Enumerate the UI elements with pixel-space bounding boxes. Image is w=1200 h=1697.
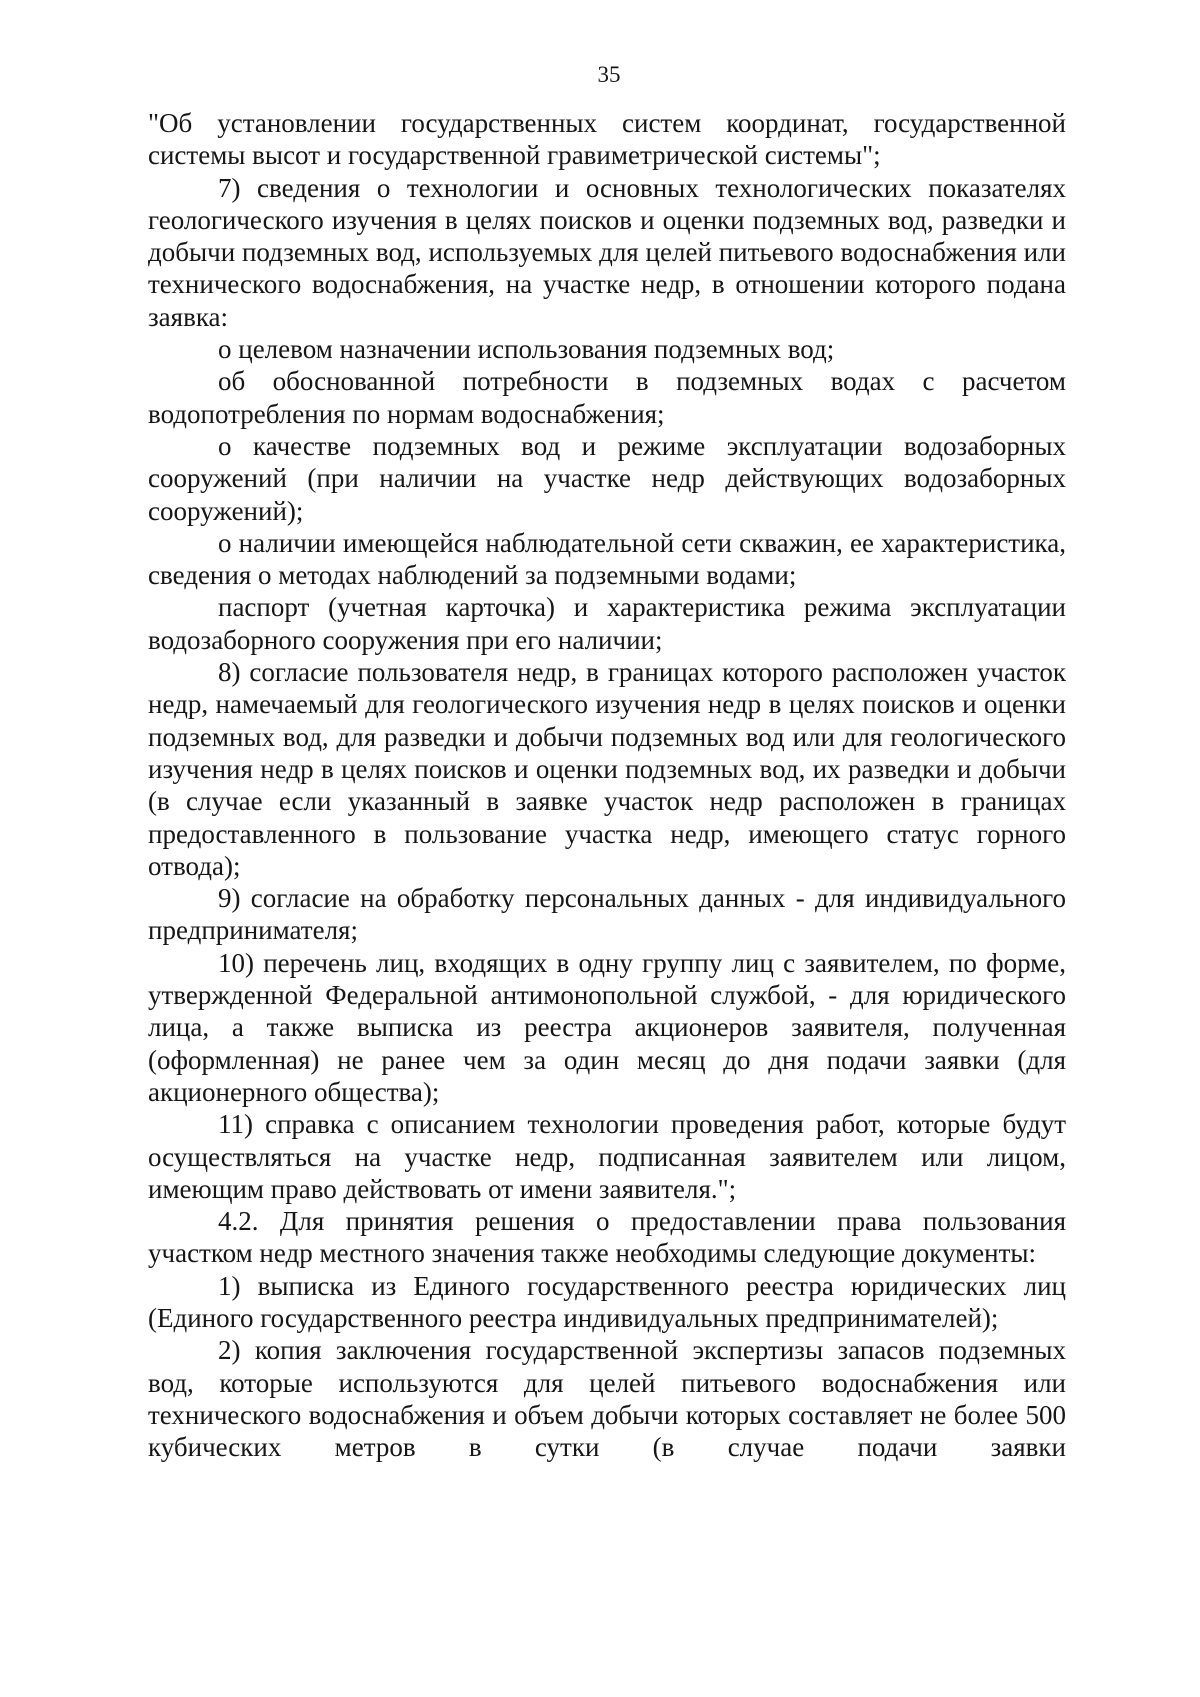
paragraph-subitem-passport: паспорт (учетная карточка) и характеристика режима эксплуатации водозаборного сооружения при его наличии; [148, 592, 1066, 655]
paragraph-subitem-demand: об обоснованной потребности в подземных водах с расчетом водопотребления по нормам водоснабжения; [148, 366, 1066, 429]
paragraph-subitem-monitoring: о наличии имеющейся наблюдательной сети скважин, ее характеристика, сведения о методах наблюдений за подземными водами; [148, 527, 1066, 591]
paragraph-decree-title: "Об установлении государственных систем координат, государственной системы высот и государственной гравиметрической системы"; [148, 108, 1066, 171]
paragraph-4-2-item-1: 1) выписка из Единого государственного реестра юридических лиц (Единого государственного реестра индивидуальных предпринимателей); [148, 1270, 1066, 1333]
document-body [148, 107, 1066, 1463]
paragraph-subitem-quality: о качестве подземных вод и режиме эксплуатации водозаборных сооружений (при наличии на участке недр действующих водозаборных сооружений); [148, 430, 1066, 526]
paragraph-section-4-2: 4.2. Для принятия решения о предоставлении права пользования участком недр местного значения также необходимы следующие документы: [148, 1206, 1066, 1269]
paragraph-item-8: 8) согласие пользователя недр, в границах которого расположен участок недр, намечаемый для геологического изучения недр в целях поисков и оценки подземных вод, для разведки и добычи подземных вод или для геологического изучения недр в целях поисков и оценки подземных вод, их разведки и добычи (в случае если указанный в заявке участок недр расположен в границах предоставленного в пользование участка недр, имеющего статус горного отвода); [148, 657, 1066, 881]
paragraph-item-7: 7) сведения о технологии и основных технологических показателях геологического изучения в целях поисков и оценки подземных вод, разведки и добычи подземных вод, используемых для целей питьевого водоснабжения или технического водоснабжения, на участке недр, в отношении которого подана заявка: [148, 172, 1066, 332]
paragraph-item-10: 10) перечень лиц, входящих в одну группу лиц с заявителем, по форме, утвержденной Федеральной антимонопольной службой, - для юридического лица, а также выписка из реестра акционеров заявителя, полученная (оформленная) не ранее чем за один месяц до дня подачи заявки (для акционерного общества); [148, 947, 1066, 1107]
paragraph-4-2-item-2: 2) копия заключения государственной экспертизы запасов подземных вод, которые используются для целей питьевого водоснабжения или технического водоснабжения и объем добычи которых составляет не более 500 кубических метров в сутки (в случае подачи заявки [148, 1335, 1066, 1463]
paragraph-item-9: 9) согласие на обработку персональных данных - для индивидуального предпринимателя; [148, 883, 1066, 946]
paragraph-item-11: 11) справка с описанием технологии проведения работ, которые будут осуществляться на участке недр, подписанная заявителем или лицом, имеющим право действовать от имени заявителя."; [148, 1109, 1066, 1204]
page-number: 35 [597, 62, 621, 87]
paragraph-subitem-purpose: о целевом назначении использования подземных вод; [218, 334, 835, 365]
